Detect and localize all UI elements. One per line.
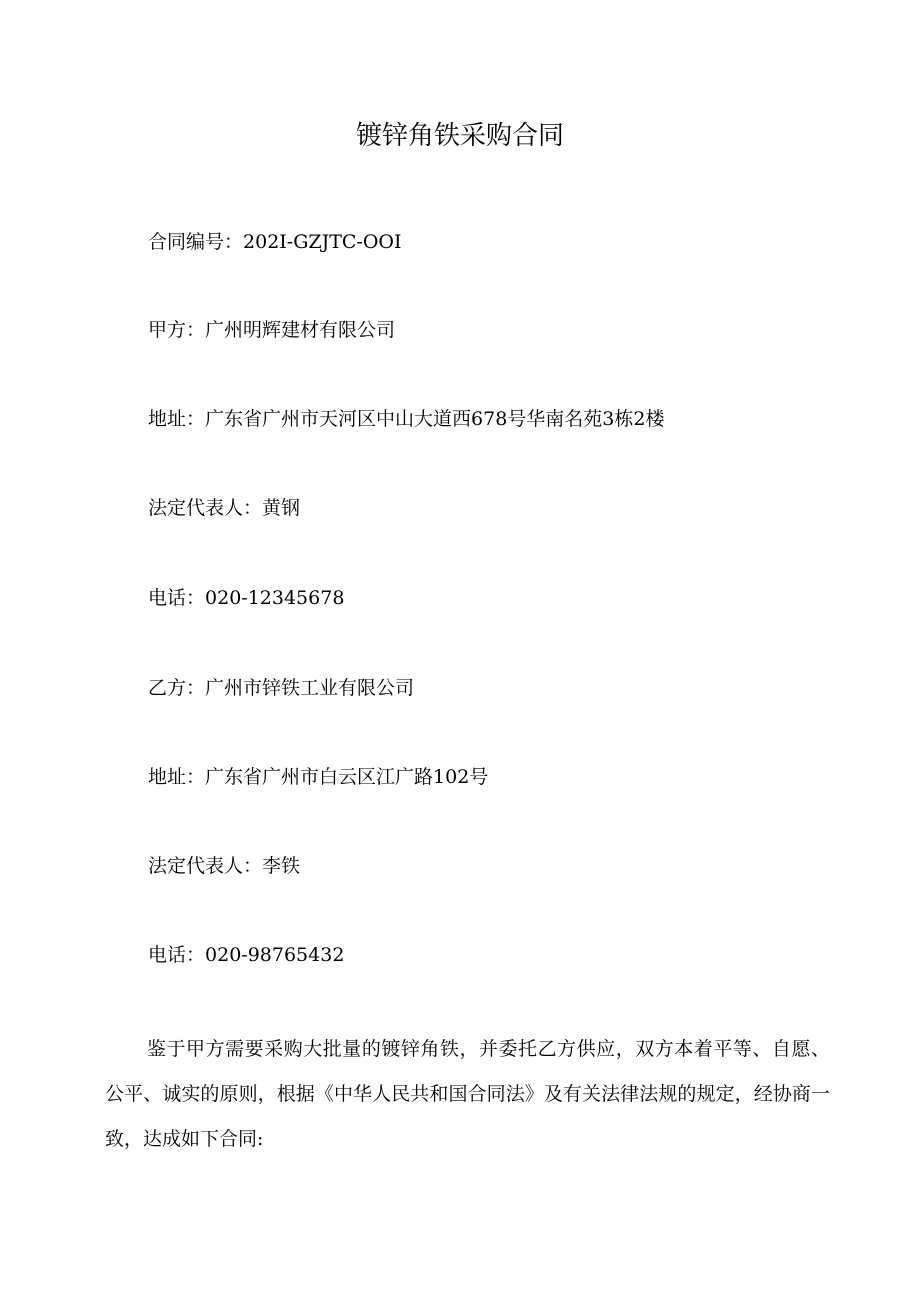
party-a-representative-value: 黄钢 [262, 497, 301, 519]
party-b-phone-value: 020-98765432 [205, 944, 345, 966]
party-b-name-value: 广州市锌铁工业有限公司 [205, 677, 415, 699]
party-b-representative-value: 李铁 [262, 855, 301, 877]
party-a-representative-label: 法定代表人： [148, 497, 263, 519]
party-b-address [148, 763, 488, 791]
contract-number-value: 202I-GZJTC-OOI [243, 231, 402, 253]
contract-number [148, 228, 402, 256]
party-a-phone-value: 020-12345678 [205, 587, 345, 609]
contract-number-label: 合同编号： [148, 231, 244, 253]
party-a-address-label: 地址： [148, 408, 206, 430]
party-a-address-value: 广东省广州市天河区中山大道西678号华南名苑3栋2楼 [205, 408, 665, 430]
party-b-address-value: 广东省广州市白云区江广路102号 [205, 766, 489, 788]
party-b-representative [148, 852, 300, 880]
party-b-name [148, 674, 414, 702]
party-a-name-value: 广州明辉建材有限公司 [205, 319, 396, 341]
party-a-name-label: 甲方： [148, 319, 206, 341]
party-b-representative-label: 法定代表人： [148, 855, 263, 877]
party-a-address [148, 405, 664, 433]
party-a-phone-label: 电话： [148, 587, 206, 609]
preamble-paragraph: 鉴于甲方需要采购大批量的镀锌角铁，并委托乙方供应，双方本着平等、自愿、公平、诚实的原则，根据《中华人民共和国合同法》及有关法律法规的规定，经协商一致，达成如下合同: [105, 1038, 830, 1150]
party-b-phone [148, 941, 344, 969]
document-title: 镀锌角铁采购合同 [355, 121, 564, 151]
party-b-name-label: 乙方： [148, 677, 206, 699]
party-a-representative [148, 494, 300, 522]
party-b-address-label: 地址： [148, 766, 206, 788]
party-a-phone [148, 584, 344, 612]
party-a-name [148, 316, 395, 344]
party-b-phone-label: 电话： [148, 944, 206, 966]
